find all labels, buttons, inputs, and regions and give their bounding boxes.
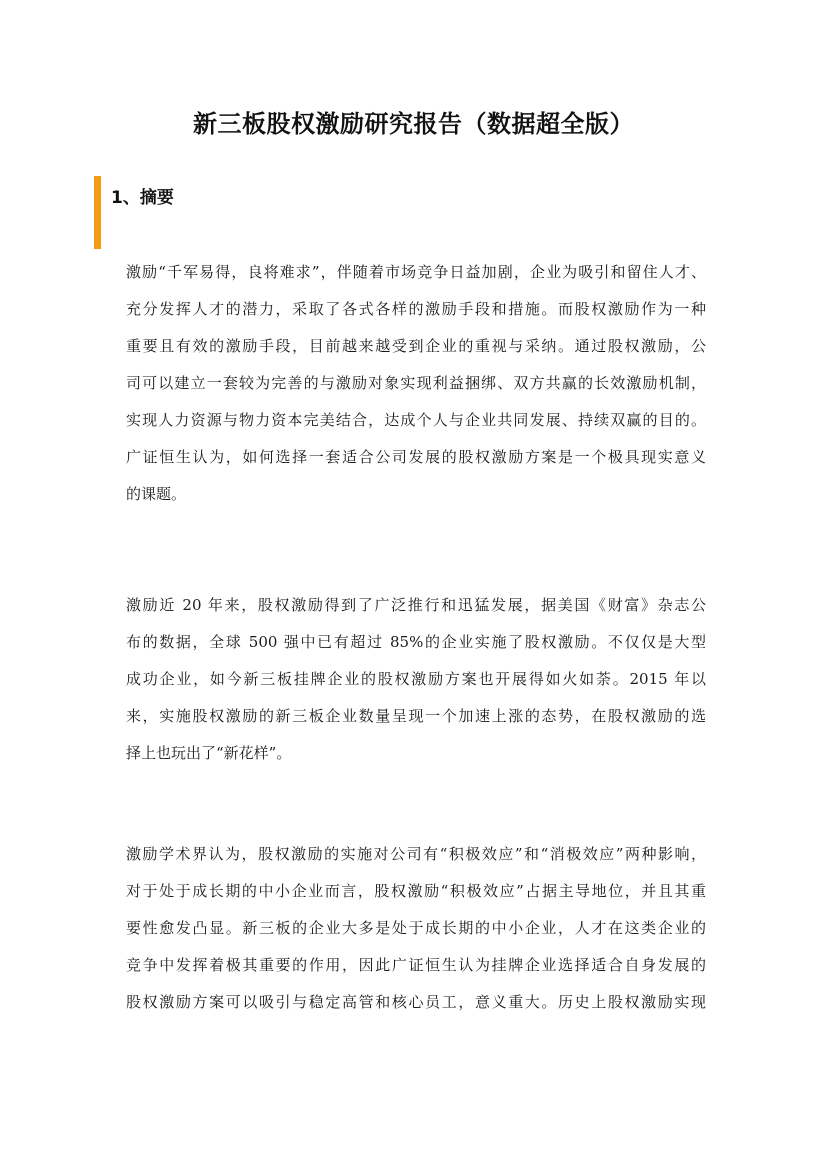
paragraph-line: 充分发挥人才的潜力，采取了各式各样的激励手段和措施。而股权激励作为一种: [126, 300, 706, 318]
paragraph-line: 成功企业，如今新三板挂牌企业的股权激励方案也开展得如火如荼。2015 年以: [126, 670, 706, 688]
paragraph-line: 布的数据，全球 500 强中已有超过 85%的企业实施了股权激励。不仅仅是大型: [126, 633, 706, 651]
paragraph-line: 司可以建立一套较为完善的与激励对象实现利益捆绑、双方共赢的长效激励机制，: [126, 374, 706, 392]
paragraph-line: 激励学术界认为，股权激励的实施对公司有“积极效应”和“消极效应”两种影响，: [126, 845, 706, 863]
paragraph-line: 激励“千军易得，良将难求”，伴随着市场竞争日益加剧，企业为吸引和留住人才、: [126, 263, 706, 281]
paragraph-line: 股权激励方案可以吸引与稳定高管和核心员工，意义重大。历史上股权激励实现: [126, 993, 706, 1011]
paragraph-line: 对于处于成长期的中小企业而言，股权激励“积极效应”占据主导地位，并且其重: [126, 882, 706, 900]
paragraph-line: 实现人力资源与物力资本完美结合，达成个人与企业共同发展、持续双赢的目的。: [126, 411, 706, 429]
paragraph-line: 广证恒生认为，如何选择一套适合公司发展的股权激励方案是一个极具现实意义: [126, 448, 706, 466]
paragraph-line: 重要且有效的激励手段，目前越来越受到企业的重视与采纳。通过股权激励，公: [126, 337, 706, 355]
paragraph-line: 竞争中发挥着极其重要的作用，因此广证恒生认为挂牌企业选择适合自身发展的: [126, 956, 706, 974]
section-accent-bar: [94, 176, 101, 249]
paragraph-line: 要性愈发凸显。新三板的企业大多是处于成长期的中小企业，人才在这类企业的: [126, 919, 706, 937]
paragraph-line: 来，实施股权激励的新三板企业数量呈现一个加速上涨的态势，在股权激励的选: [126, 707, 706, 725]
paragraph-line: 激励近 20 年来，股权激励得到了广泛推行和迅猛发展，据美国《财富》杂志公: [126, 596, 706, 614]
paragraph-3: [126, 836, 706, 1021]
paragraph-line: 的课题。: [126, 485, 187, 503]
section-heading: 1、摘要: [111, 188, 174, 208]
document-title: 新三板股权激励研究报告（数据超全版）: [193, 110, 634, 138]
paragraph-2: [126, 587, 706, 772]
paragraph-line: 择上也玩出了“新花样”。: [126, 744, 292, 762]
paragraph-1: [126, 254, 706, 513]
